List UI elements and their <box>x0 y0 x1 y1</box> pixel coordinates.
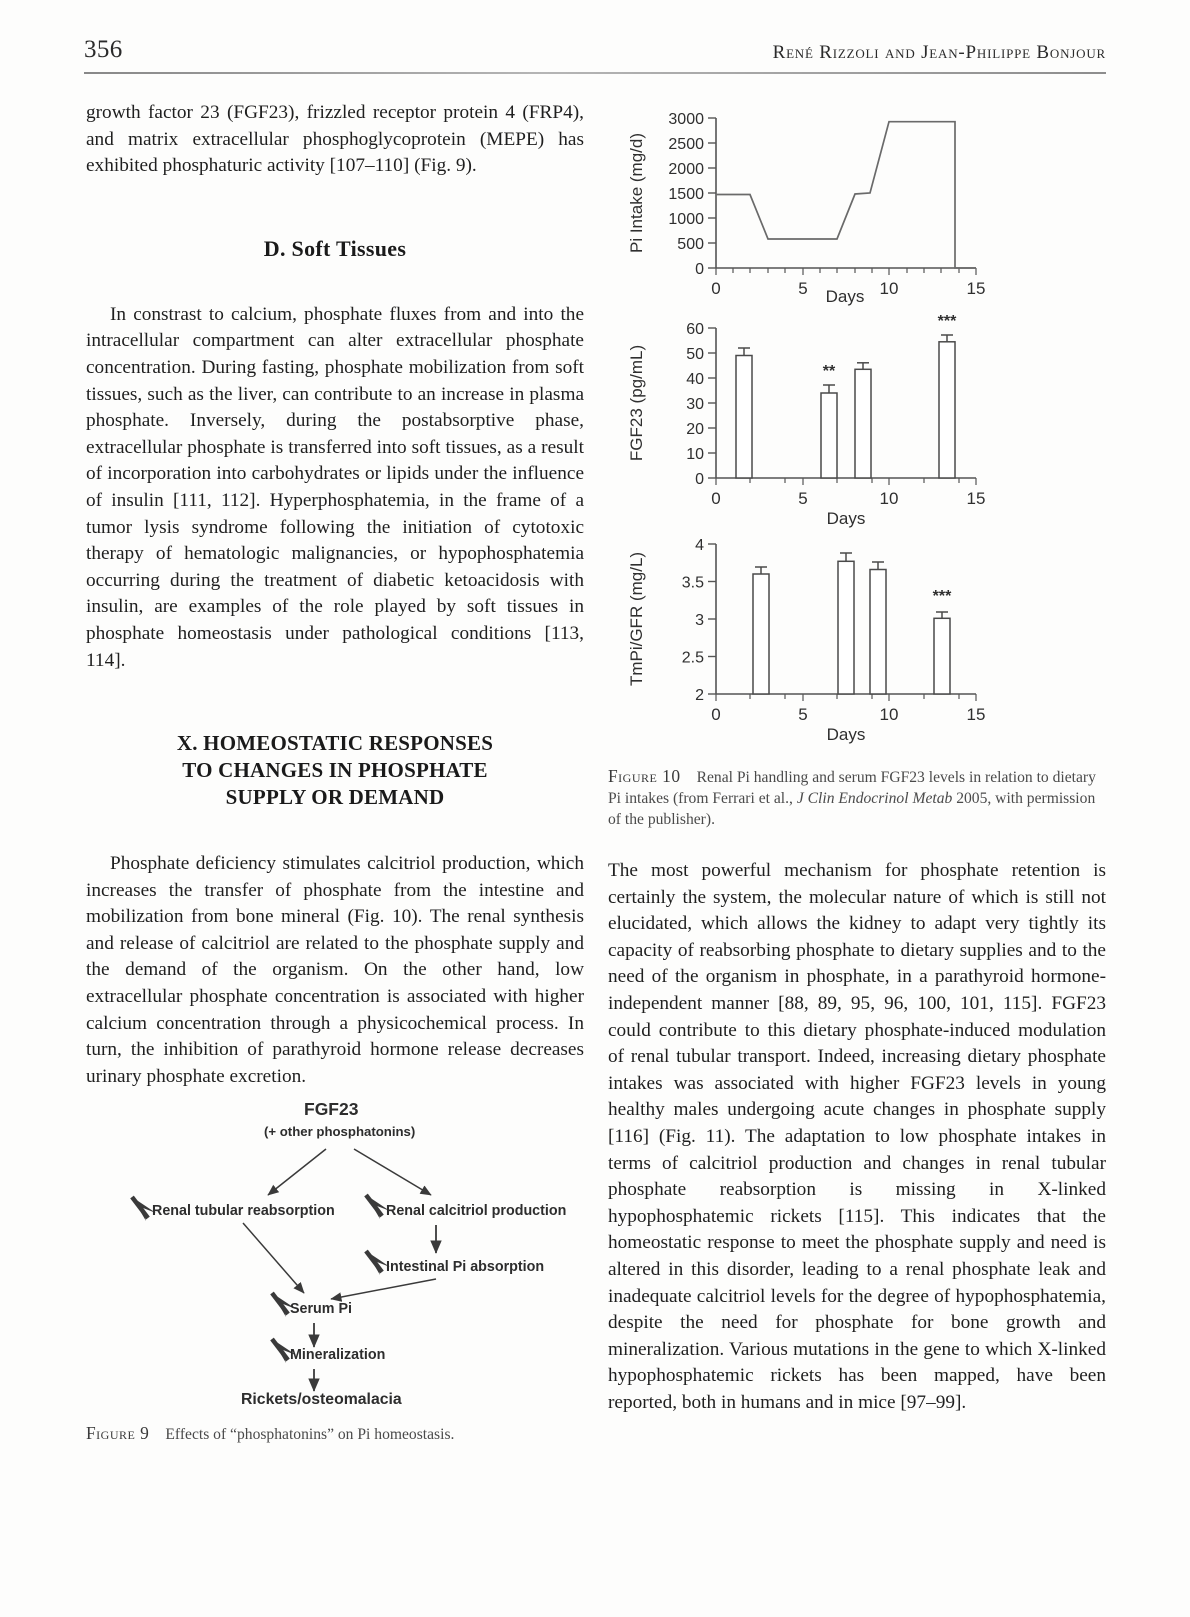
chart2-ytick-50: 50 <box>686 346 704 363</box>
fig9-node-mineralization: Mineralization <box>290 1347 386 1363</box>
left-column <box>86 100 584 1090</box>
chart-fgf23 <box>627 313 985 528</box>
fig9-node-intestinal: Intestinal Pi absorption <box>386 1259 545 1275</box>
chart2-annotation-4: *** <box>937 313 957 330</box>
chart2-ytick-60: 60 <box>686 321 704 338</box>
chart2-ytick-0: 0 <box>695 471 704 488</box>
figure-9-diagram <box>86 1075 586 1405</box>
chart2-error-bars <box>738 335 953 393</box>
chart1-xtick-0: 0 <box>711 279 721 298</box>
chart2-ytick-10: 10 <box>686 446 704 463</box>
chart1-ytick-2500: 2500 <box>668 136 704 153</box>
chart2-ytick-20: 20 <box>686 421 704 438</box>
paragraph-phosphate-retention: The most powerful mechanism for phosphate retention is certainly the system, the molecular nature of which is still not elucidated, which allows the kidney to adapt very tightly its capacity of reabsorbing phosphate to dietary supplies and to the need of the organism in phosphate, in a parathyroid hormone-independent manner [88, 89, 95, 96, 100, 101, 115]. FGF23 could contribute to this dietary phosphate-induced modulation of renal tubular transport. Indeed, increasing dietary phosphate intakes was associated with higher FGF23 levels in young healthy males undergoing acute changes in phosphate supply [116] (Fig. 11). The adaptation to low phosphate intakes in terms of calcitriol production and changes in renal tubular phosphate reabsorption is missing in X-linked hypophosphatemic rickets [115]. This indicates that the homeostatic response to meet the phosphate supply and need is altered in this disorder, leading to a renal phosphate leak and inadequate calcitriol levels for the degree of hypophosphatemia, despite the need for phosphate for bone growth and mineralization. Various mutations in the gene to which X-linked hypophosphatemic rickets has been mapped, have been reported, both in humans and in mice [97–99]. <box>608 860 1106 1413</box>
chart1-xtick-5: 5 <box>798 279 808 298</box>
chart-tmpi-gfr <box>627 537 985 744</box>
chart3-ylabel: TmPi/GFR (mg/L) <box>627 551 646 687</box>
chart2-xlabel: Days <box>826 509 866 528</box>
chart3-ytick-2.5: 2.5 <box>681 649 704 667</box>
running-head <box>84 36 1106 76</box>
chart1-xtick-15: 15 <box>966 279 986 298</box>
chart3-xtick-5: 5 <box>798 705 808 724</box>
figure-10-caption-part1: Renal Pi handling and serum FGF23 levels in relation to dietary Pi intakes (from Ferrari et al., <box>608 769 1096 807</box>
chart1-ylabel: Pi Intake (mg/d) <box>627 133 646 253</box>
figure-10-label: Figure 10 <box>608 766 681 786</box>
chart3-xtick-15: 15 <box>966 705 986 724</box>
figure-9-caption <box>86 1423 586 1445</box>
paragraph-continued: growth factor 23 (FGF23), frizzled receptor protein 4 (FRP4), and matrix extracellular phosphoglycoprotein (MEPE) has exhibited phosphaturic activity [107–110] (Fig. 9). <box>86 102 584 177</box>
chart2-xtick-5: 5 <box>798 489 808 508</box>
chart3-xlabel: Days <box>826 725 866 744</box>
section-heading-line-1: X. HOMEOSTATIC RESPONSES <box>176 731 494 756</box>
right-column <box>608 858 1106 1416</box>
page-number: 356 <box>84 36 123 63</box>
chart-pi-intake <box>627 111 985 306</box>
running-title: René Rizzoli and Jean-Philippe Bonjour <box>772 42 1106 63</box>
chart3-xtick-10: 10 <box>879 705 899 724</box>
chart3-bars <box>753 561 950 694</box>
chart3-ytick-3.5: 3.5 <box>681 574 704 592</box>
chart1-xtick-10: 10 <box>879 279 899 298</box>
chart2-xtick-10: 10 <box>879 489 899 508</box>
chart2-ytick-40: 40 <box>686 371 704 388</box>
fig9-node-subtitle: (+ other phosphatonins) <box>264 1124 416 1139</box>
chart2-bars <box>736 342 955 478</box>
section-heading <box>86 730 584 811</box>
chart3-ytick-3: 3 <box>695 612 704 629</box>
chart2-annotation-2: ** <box>822 363 836 380</box>
chart1-ytick-0: 0 <box>695 261 704 278</box>
chart1-ytick-1000: 1000 <box>668 211 704 228</box>
fig9-node-serum-pi: Serum Pi <box>290 1301 352 1317</box>
chart1-data-line <box>716 122 976 268</box>
header-rule <box>84 72 1106 74</box>
chart3-annotation-4: *** <box>932 588 952 605</box>
paragraph-soft-tissues: In constrast to calcium, phosphate fluxes from and into the intracellular compartment can alter extracellular phosphate concentration. During fasting, phosphate mobilization from soft tissues, such as the liver, can contribute to an increase in plasma phosphate. Inversely, during the postabsorptive phase, extracellular phosphate is transferred into soft tissues, as a result of incorporation into carbohydrates or lipids under the influence of insulin [111, 112]. Hyperphosphatemia, in the frame of a tumor lysis syndrome following the initiation of cytotoxic therapy of hematologic malignancies, or hypophosphatemia occurring during the treatment of diabetic ketoacidosis with insulin, are examples of the role played by soft tissues in phosphate homeostasis under pathological conditions [113, 114]. <box>86 303 584 671</box>
figure-10-caption-journal: J Clin Endocrinol Metab <box>796 790 953 807</box>
chart2-ytick-30: 30 <box>686 396 704 413</box>
chart2-ylabel: FGF23 (pg/mL) <box>627 344 646 462</box>
chart1-ytick-3000: 3000 <box>668 111 704 128</box>
chart1-ytick-1500: 1500 <box>668 186 704 203</box>
chart3-ytick-2: 2 <box>695 687 704 704</box>
subsection-heading-soft-tissues: D. Soft Tissues <box>263 235 407 261</box>
fig9-node-renal-calcitriol: Renal calcitriol production <box>386 1203 567 1219</box>
figure-10-caption <box>608 766 1108 830</box>
fig9-node-outcome: Rickets/osteomalacia <box>241 1391 402 1405</box>
fig9-node-renal-tubular: Renal tubular reabsorption <box>152 1203 335 1219</box>
chart3-ytick-4: 4 <box>695 537 704 554</box>
chart1-xlabel: Days <box>825 287 865 306</box>
section-heading-line-3: SUPPLY OR DEMAND <box>225 785 445 810</box>
chart1-ytick-2000: 2000 <box>668 161 704 178</box>
figure-9-label: Figure 9 <box>86 1423 150 1443</box>
paragraph-homeostatic: Phosphate deficiency stimulates calcitriol production, which increases the transfer of phosphate from the intestine and mobilization from bone mineral (Fig. 10). The renal synthesis and release of calcitriol are related to the phosphate supply and the demand of the organism. On the other hand, low extracellular phosphate concentration is associated with higher calcium concentration through a physicochemical process. In turn, the inhibition of parathyroid hormone release decreases urinary phosphate excretion. <box>86 853 584 1087</box>
figure-10-charts <box>608 96 1108 756</box>
section-heading-line-2: TO CHANGES IN PHOSPHATE <box>182 758 488 783</box>
chart2-xtick-15: 15 <box>966 489 986 508</box>
figure-10-caption-part2: 2005, with permission of the publisher). <box>608 790 1096 828</box>
chart1-ytick-500: 500 <box>677 236 704 253</box>
chart2-xtick-0: 0 <box>711 489 721 508</box>
fig9-node-title: FGF23 <box>304 1099 359 1119</box>
chart3-xtick-0: 0 <box>711 705 721 724</box>
figure-9-caption-text: Effects of “phosphatonins” on Pi homeostasis. <box>165 1426 455 1443</box>
